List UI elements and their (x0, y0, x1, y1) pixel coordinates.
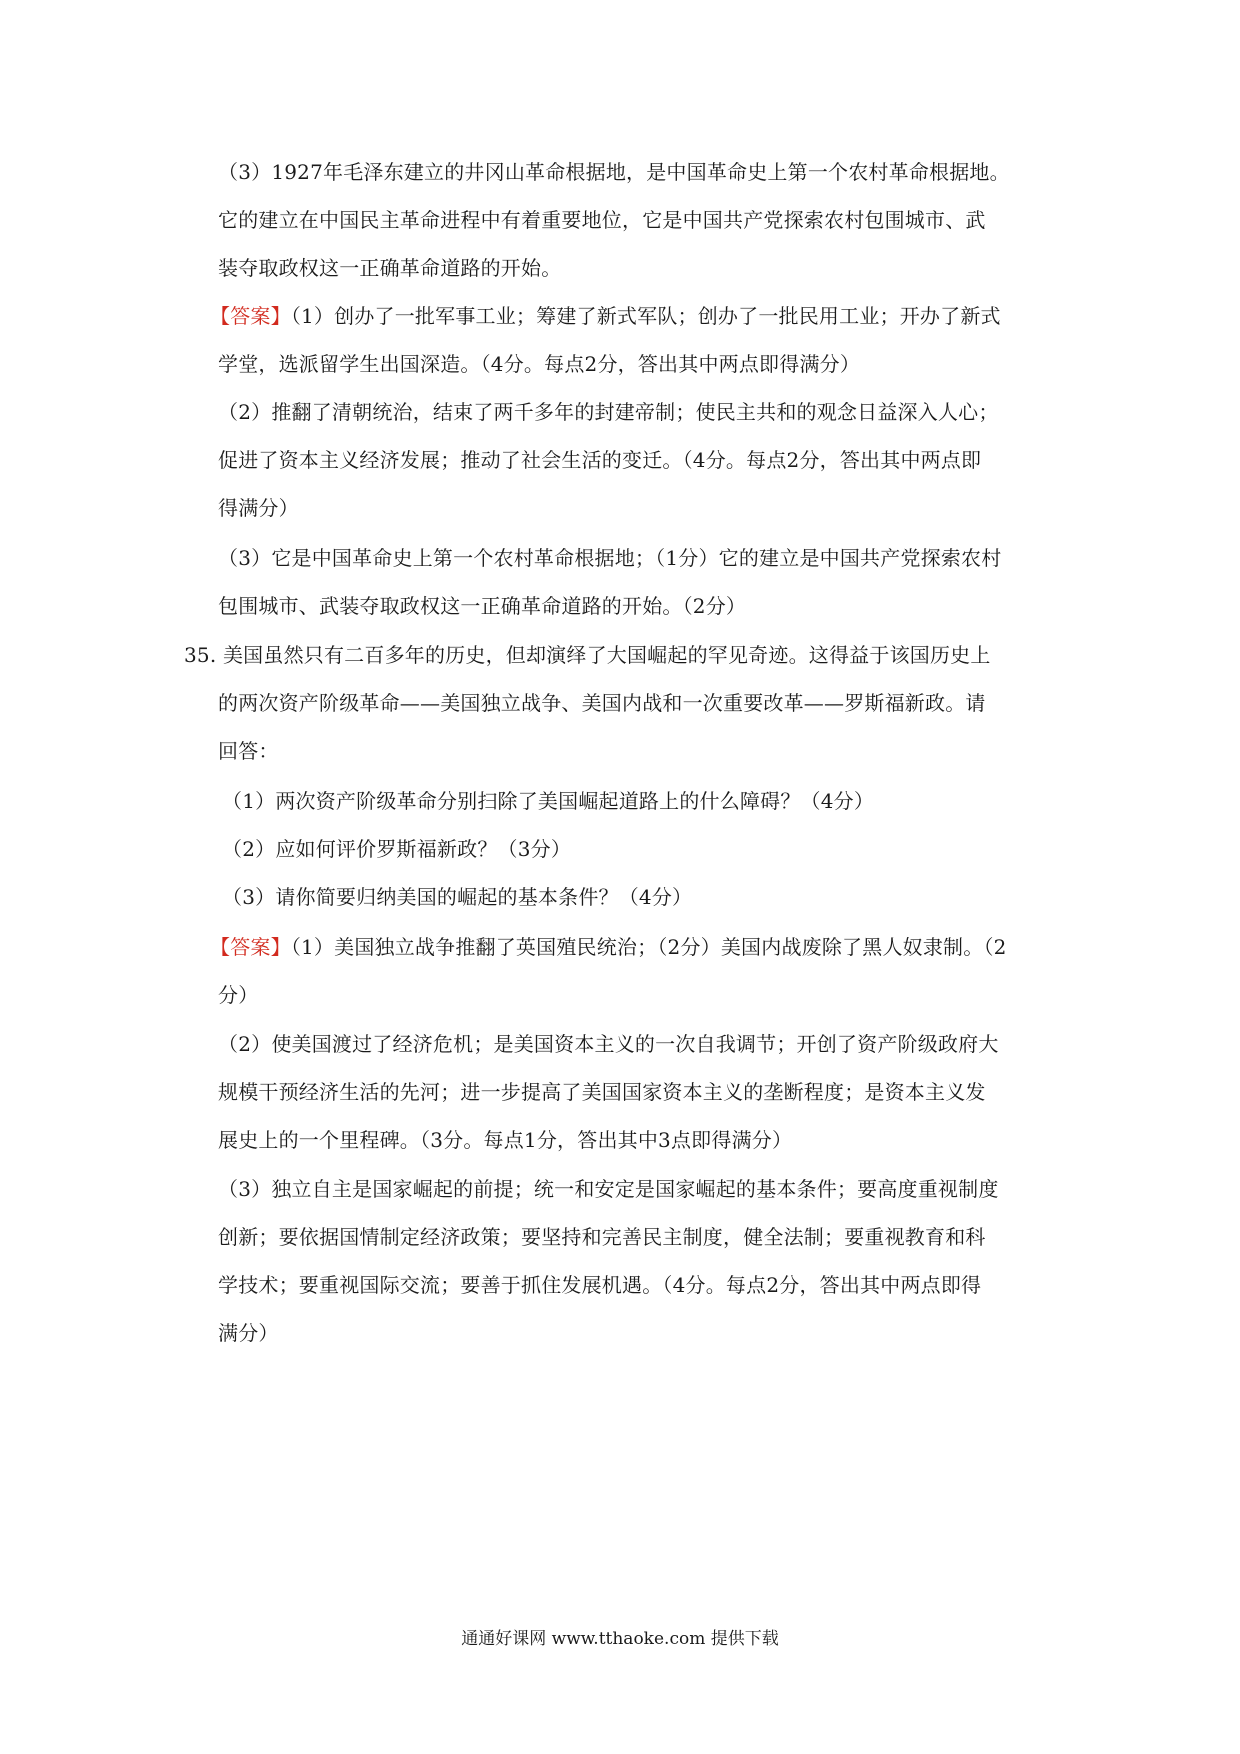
answer35-a3-line4: 满分） (218, 1321, 279, 1345)
q34-part3-line3: 装夺取政权这一正确革命道路的开始。 (218, 256, 562, 280)
answer35-a3-line3: 学技术；要重视国际交流；要善于抓住发展机遇。（4分。每点2分，答出其中两点即得 (218, 1273, 982, 1297)
answer34-a3-line1: （3）它是中国革命史上第一个农村革命根据地；（1分）它的建立是中国共产党探索农村 (218, 546, 1002, 570)
answer35-tag: 【答案】 (210, 935, 291, 959)
answer34-tag: 【答案】 (210, 304, 291, 328)
answer35-a1-line2: 分） (218, 983, 259, 1007)
q34-part3-line2: 它的建立在中国民主革命进程中有着重要地位，它是中国共产党探索农村包围城市、武 (218, 208, 986, 232)
answer34-a1-line2: 学堂，选派留学生出国深造。（4分。每点2分，答出其中两点即得满分） (218, 352, 861, 376)
answer34-a1-line1: （1）创办了一批军事工业；筹建了新式军队；创办了一批民用工业；开办了新式 (290, 304, 1001, 328)
question35-sub2: （2）应如何评价罗斯福新政？（3分） (222, 837, 572, 861)
answer35-a1-line1: （1）美国独立战争推翻了英国殖民统治；（2分）美国内战废除了黑人奴隶制。（2 (290, 935, 1007, 959)
answer35-a3-line1: （3）独立自主是国家崛起的前提；统一和安定是国家崛起的基本条件；要高度重视制度 (218, 1177, 999, 1201)
answer34-a3-line2: 包围城市、武装夺取政权这一正确革命道路的开始。（2分） (218, 594, 747, 618)
answer34-line1 (210, 302, 1001, 330)
q34-part3-line1: （3）1927年毛泽东建立的井冈山革命根据地，是中国革命史上第一个农村革命根据地。 (218, 160, 1010, 184)
question35-line2: 的两次资产阶级革命——美国独立战争、美国内战和一次重要改革——罗斯福新政。请 (218, 691, 986, 715)
answer34-a2-line1: （2）推翻了清朝统治，结束了两千多年的封建帝制；使民主共和的观念日益深入人心； (218, 400, 999, 424)
answer35-a2-line1: （2）使美国渡过了经济危机；是美国资本主义的一次自我调节；开创了资产阶级政府大 (218, 1032, 999, 1056)
question35-line3: 回答： (218, 739, 279, 763)
answer35-a2-line2: 规模干预经济生活的先河；进一步提高了美国国家资本主义的垄断程度；是资本主义发 (218, 1080, 986, 1104)
answer34-a2-line2: 促进了资本主义经济发展；推动了社会生活的变迁。（4分。每点2分，答出其中两点即 (218, 448, 982, 472)
answer34-a2-line3: 得满分） (218, 496, 299, 520)
page-footer: 通通好课网 www.tthaoke.com 提供下载 (461, 1629, 779, 1649)
answer35-line1 (210, 933, 1007, 961)
answer35-a2-line3: 展史上的一个里程碑。（3分。每点1分，答出其中3点即得满分） (218, 1128, 793, 1152)
question35-line1: 35. 美国虽然只有二百多年的历史，但却演绎了大国崛起的罕见奇迹。这得益于该国历史上 (184, 643, 991, 667)
question35-sub1: （1）两次资产阶级革命分别扫除了美国崛起道路上的什么障碍？（4分） (222, 789, 875, 813)
question35-sub3: （3）请你简要归纳美国的崛起的基本条件？（4分） (222, 885, 693, 909)
answer35-a3-line2: 创新；要依据国情制定经济政策；要坚持和完善民主制度，健全法制；要重视教育和科 (218, 1225, 986, 1249)
